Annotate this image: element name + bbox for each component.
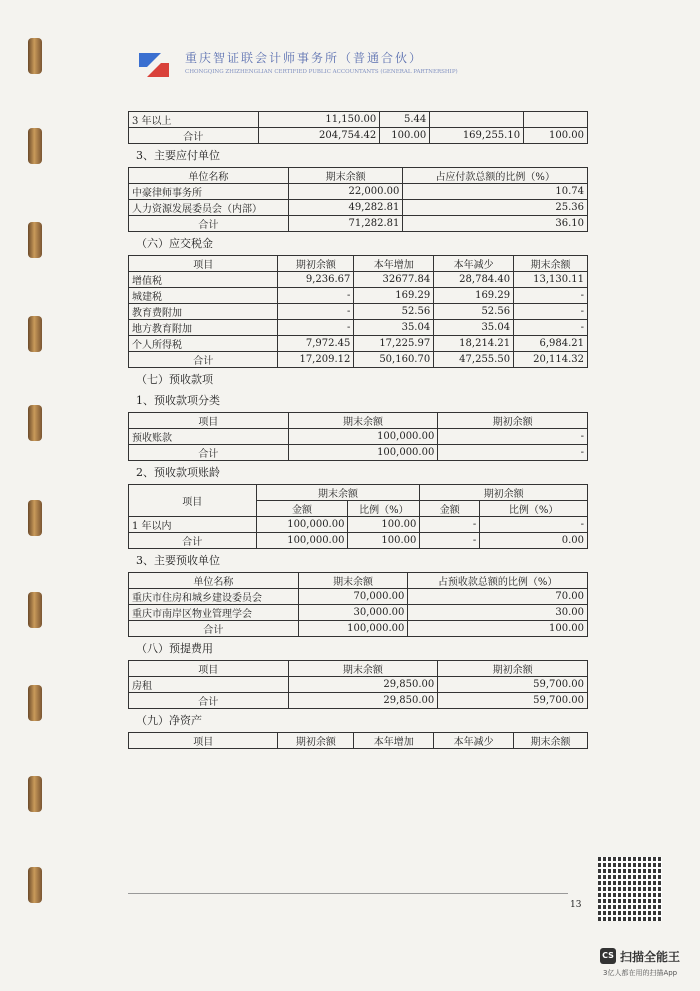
table-cell: 合计 [129, 533, 257, 549]
table-cell: 204,754.42 [258, 128, 380, 144]
table-cell: 人力资源发展委员会（内部） [129, 200, 289, 216]
table-cell: 合计 [129, 128, 259, 144]
table-header-row [129, 256, 588, 272]
binder-ring [28, 776, 42, 812]
table-header-row [129, 485, 588, 501]
table-cell: 合计 [129, 445, 289, 461]
table-cell: 71,282.81 [288, 216, 403, 232]
table-header: 金额 [420, 501, 480, 517]
table-cell: 100.00 [380, 128, 430, 144]
table-cell: - [278, 320, 354, 336]
table-row [129, 605, 588, 621]
table-cell: 13,130.11 [514, 272, 588, 288]
table-header: 项目 [129, 661, 289, 677]
table-header-row [129, 573, 588, 589]
table-cell: 城建税 [129, 288, 278, 304]
section-subtitle: 2、预收款项账龄 [136, 466, 220, 479]
table-cell: 个人所得税 [129, 336, 278, 352]
scanner-tagline: 3亿人都在用的扫描App [603, 969, 678, 977]
table-cell: 6,984.21 [514, 336, 588, 352]
table-row [129, 533, 588, 549]
table-cell: 35.04 [434, 320, 514, 336]
binder-ring [28, 685, 42, 721]
table-cell: 0.00 [480, 533, 588, 549]
table-cell: 中豪律师事务所 [129, 184, 289, 200]
table-cell: 32677.84 [354, 272, 434, 288]
table-cell: 增值税 [129, 272, 278, 288]
table-row [129, 320, 588, 336]
binder-ring [28, 867, 42, 903]
table-header: 单位名称 [129, 573, 299, 589]
table-cell: 合计 [129, 352, 278, 368]
table-cell: - [278, 304, 354, 320]
table-cell: 100,000.00 [298, 621, 408, 637]
section-title: 3、主要应付单位 [136, 149, 220, 162]
table-row [129, 352, 588, 368]
table-cell: - [514, 304, 588, 320]
table-header: 期末余额 [514, 256, 588, 272]
table-row [129, 589, 588, 605]
section-subtitle: 1、预收款项分类 [136, 394, 220, 407]
firm-name-en: CHONGQING ZHIZHENGLIAN CERTIFIED PUBLIC ACCOUNTANTS (GENERAL PARTNERSHIP) [185, 69, 458, 75]
table-header: 期末余额 [298, 573, 408, 589]
table-header: 期末余额 [288, 413, 438, 429]
accrued-table [128, 660, 588, 709]
table-cell: 28,784.40 [434, 272, 514, 288]
table-cell: 教育费附加 [129, 304, 278, 320]
table-cell: 1 年以内 [129, 517, 257, 533]
table-row [129, 200, 588, 216]
table-row [129, 445, 588, 461]
table-cell: 17,225.97 [354, 336, 434, 352]
table-header: 比例（%） [348, 501, 420, 517]
table-header: 本年减少 [434, 256, 514, 272]
page-number: 13 [570, 900, 582, 910]
table-header: 期初余额 [278, 733, 354, 749]
table-cell: 合计 [129, 621, 299, 637]
table-row [129, 128, 588, 144]
table-cell: - [420, 517, 480, 533]
table-cell: 59,700.00 [438, 693, 588, 709]
table-header: 期末余额 [288, 168, 403, 184]
table-row [129, 184, 588, 200]
table-header: 期末余额 [514, 733, 588, 749]
table-header-row [129, 733, 588, 749]
binder-ring [28, 405, 42, 441]
table-header: 期初余额 [420, 485, 588, 501]
table-cell: - [420, 533, 480, 549]
table-cell: 18,214.21 [434, 336, 514, 352]
table-cell: - [438, 429, 588, 445]
table-header: 金额 [256, 501, 348, 517]
table-cell: 169.29 [354, 288, 434, 304]
advances-major-table [128, 572, 588, 637]
table-cell: 100.00 [348, 517, 420, 533]
table-cell: 30.00 [408, 605, 588, 621]
binder-ring [28, 222, 42, 258]
table-header: 项目 [129, 485, 257, 517]
table-cell: 重庆市南岸区物业管理学会 [129, 605, 299, 621]
table-cell: 合计 [129, 693, 289, 709]
table-cell: 35.04 [354, 320, 434, 336]
table-cell: 47,255.50 [434, 352, 514, 368]
table-header: 项目 [129, 413, 289, 429]
table-cell: 52.56 [354, 304, 434, 320]
table-cell: - [438, 445, 588, 461]
table-cell: 预收账款 [129, 429, 289, 445]
table-cell: - [514, 288, 588, 304]
table-row [129, 693, 588, 709]
table-cell: 29,850.00 [288, 693, 438, 709]
section-title: （九）净资产 [136, 714, 202, 727]
table-header: 本年增加 [354, 256, 434, 272]
table-cell: - [514, 320, 588, 336]
table-cell: 100.00 [408, 621, 588, 637]
table-cell: 3 年以上 [129, 112, 259, 128]
table-cell: 11,150.00 [258, 112, 380, 128]
table-header: 项目 [129, 256, 278, 272]
table-cell: 100,000.00 [256, 517, 348, 533]
table-cell: 52.56 [434, 304, 514, 320]
table-cell: 25.36 [403, 200, 588, 216]
table-cell [524, 112, 588, 128]
table-header: 期末余额 [288, 661, 438, 677]
binder-ring [28, 500, 42, 536]
table-header: 期初余额 [438, 413, 588, 429]
aging-table [128, 111, 588, 144]
payables-table [128, 167, 588, 232]
table-cell: 重庆市住房和城乡建设委员会 [129, 589, 299, 605]
table-header: 项目 [129, 733, 278, 749]
table-cell: 59,700.00 [438, 677, 588, 693]
table-header: 占应付款总额的比例（%） [403, 168, 588, 184]
table-cell: 169.29 [434, 288, 514, 304]
table-cell: 100,000.00 [256, 533, 348, 549]
table-header: 期初余额 [278, 256, 354, 272]
table-row [129, 677, 588, 693]
net-assets-table [128, 732, 588, 749]
table-cell: 49,282.81 [288, 200, 403, 216]
letterhead [135, 47, 458, 87]
table-cell: 地方教育附加 [129, 320, 278, 336]
qr-code-icon [598, 857, 662, 921]
table-cell: 29,850.00 [288, 677, 438, 693]
table-cell: 100.00 [524, 128, 588, 144]
table-cell: 100,000.00 [288, 429, 438, 445]
binder-ring [28, 316, 42, 352]
table-row [129, 304, 588, 320]
firm-name: 重庆智证联会计师事务所（普通合伙） [185, 51, 424, 65]
table-cell: 50,160.70 [354, 352, 434, 368]
table-cell: 36.10 [403, 216, 588, 232]
table-cell: - [480, 517, 588, 533]
table-cell: 30,000.00 [298, 605, 408, 621]
table-header-row [129, 168, 588, 184]
binder-ring [28, 38, 42, 74]
table-row [129, 517, 588, 533]
table-header: 本年增加 [354, 733, 434, 749]
table-row [129, 216, 588, 232]
taxes-table [128, 255, 588, 368]
firm-logo-icon [135, 47, 173, 83]
table-cell: 7,972.45 [278, 336, 354, 352]
table-cell: 5.44 [380, 112, 430, 128]
report-body [128, 111, 588, 749]
table-cell: 房租 [129, 677, 289, 693]
table-header: 比例（%） [480, 501, 588, 517]
table-cell: 100,000.00 [288, 445, 438, 461]
table-header: 占预收款总额的比例（%） [408, 573, 588, 589]
scanner-app-name: 扫描全能王 [620, 950, 681, 964]
table-row [129, 112, 588, 128]
advances-age-table [128, 484, 588, 549]
table-cell: 22,000.00 [288, 184, 403, 200]
table-row [129, 429, 588, 445]
table-cell: 20,114.32 [514, 352, 588, 368]
table-cell: 70.00 [408, 589, 588, 605]
section-title: （八）预提费用 [136, 642, 213, 655]
table-header: 本年减少 [434, 733, 514, 749]
table-cell: 100.00 [348, 533, 420, 549]
table-row [129, 288, 588, 304]
table-cell: 17,209.12 [278, 352, 354, 368]
table-header: 单位名称 [129, 168, 289, 184]
section-subtitle: 3、主要预收单位 [136, 554, 220, 567]
table-cell: 合计 [129, 216, 289, 232]
binder-ring [28, 128, 42, 164]
table-row [129, 272, 588, 288]
table-cell: 10.74 [403, 184, 588, 200]
table-row [129, 621, 588, 637]
table-cell: 169,255.10 [430, 128, 524, 144]
table-row [129, 336, 588, 352]
table-cell: 9,236.67 [278, 272, 354, 288]
table-header-row [129, 413, 588, 429]
table-cell [430, 112, 524, 128]
camscanner-logo-icon: CS [600, 948, 616, 964]
section-title: （七）预收款项 [136, 373, 213, 386]
footer-divider [128, 893, 568, 894]
advances-class-table [128, 412, 588, 461]
table-header-row [129, 661, 588, 677]
table-cell: 70,000.00 [298, 589, 408, 605]
table-cell: - [278, 288, 354, 304]
section-title: （六）应交税金 [136, 237, 213, 250]
table-header: 期末余额 [256, 485, 420, 501]
table-header: 期初余额 [438, 661, 588, 677]
binder-ring [28, 592, 42, 628]
